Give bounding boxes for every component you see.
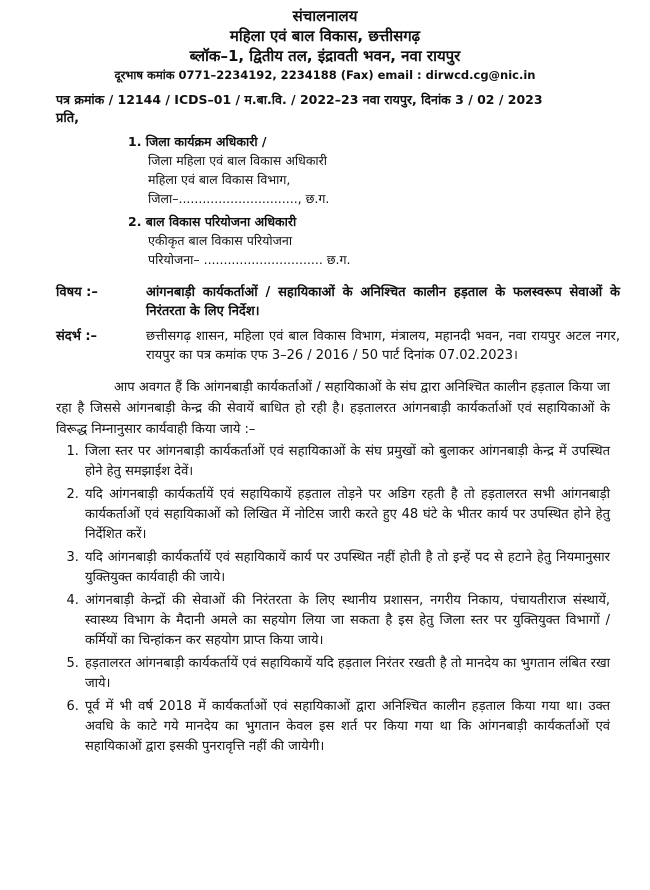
- list-item: 4. आंगनबाड़ी केन्द्रों की सेवाओं की निरंतरता के लिए स्थानीय प्रशासन, नगरीय निकाय, पंचायतीराज संस्थायें, स्वास्थ्य विभाग के मैदानी अमले का सहयोग लिया जा सकता है इस हेतु जिला स्तर पर युक्तियुक्त विभागों / कर्मियों का चिन्हांकन कर सहयोग प्राप्त किया जाये।: [83, 591, 610, 651]
- recipient-heading: 1. जिला कार्यक्रम अधिकारी /: [128, 134, 267, 149]
- list-item: 3. यदि आंगनबाड़ी कार्यकर्तायें एवं सहायिकायें कार्य पर उपस्थित नहीं होती है तो इन्हें पद से हटाने हेतु नियमानुसार युक्तियुक्त कार्यवाही की जाये।: [83, 548, 610, 588]
- contact-line: दूरभाष कमांक 0771–2234192, 2234188 (Fax) email : dirwcd.cg@nic.in: [114, 68, 536, 82]
- department-name: महिला एवं बाल विकास, छत्तीसगढ़: [229, 27, 421, 45]
- subject-label: विषय :–: [56, 285, 98, 300]
- directive-list: [56, 442, 610, 757]
- recipient-line: जिला महिला एवं बाल विकास अधिकारी: [148, 153, 328, 168]
- subject-text: आंगनबाड़ी कार्यकर्ताओं / सहायिकाओं के अनिश्चित कालीन हड़ताल के फलस्वरूप सेवाओं के निरंतरता के लिए निर्देश।: [146, 285, 620, 319]
- recipient-line: जिला–.............................., छ.ग.: [148, 191, 330, 206]
- intro-paragraph: आप अवगत हैं कि आंगनबाड़ी कार्यकर्ताओं / सहायिकाओं के संघ द्वारा अनिश्चित कालीन हड़ताल किया जा रहा है जिससे आंगनबाड़ी केन्द्र की सेवायें बाधित हो रही है। हड़तालरत आंगनबाड़ी कार्यकर्ताओं एवं सहायिकाओं के विरूद्ध निम्नानुसार कार्यवाही किया जाये :–: [56, 380, 610, 437]
- list-item: 6. पूर्व में भी वर्ष 2018 में कार्यकर्ताओं एवं सहायिकाओं द्वारा अनिश्चित कालीन हड़ताल किया गया था। उक्त अवधि के काटे गये मानदेय का भुगतान केवल इस शर्त पर किया गया था कि आंगनबाड़ी कार्यकर्ताओं एवं सहायिकाओं द्वारा इसकी पुनरावृत्ति नहीं की जायेगी।: [83, 697, 610, 757]
- list-item: 5. हड़तालरत आंगनबाड़ी कार्यकर्तायें एवं सहायिकायें यदि हड़ताल निरंतर रखती है तो मानदेय का भुगतान लंबित रखा जाये।: [83, 654, 610, 694]
- to-label: प्रति,: [56, 111, 80, 126]
- recipient-line: महिला एवं बाल विकास विभाग,: [148, 172, 291, 187]
- recipient-line: एकीकृत बाल विकास परियोजना: [148, 233, 293, 248]
- reference-text: छत्तीसगढ़ शासन, महिला एवं बाल विकास विभाग, मंत्रालय, महानदी भवन, नवा रायपुर अटल नगर, रायपुर का पत्र कमांक एफ 3–26 / 2016 / 50 पार्ट दिनांक 07.02.2023।: [146, 329, 620, 363]
- reference-label: संदर्भ :–: [56, 329, 98, 344]
- letter-reference-number: पत्र क्रमांक / 12144 / ICDS–01 / म.बा.वि. / 2022–23 नवा रायपुर, दिनांक 3 / 02 / 2023: [56, 92, 543, 107]
- reference-row: [0, 327, 650, 365]
- list-item: 1. जिला स्तर पर आंगनबाड़ी कार्यकर्ताओं एवं सहायिकाओं के संघ प्रमुखों को बुलाकर आंगनबाड़ी केन्द्र में उपस्थित होने हेतु समझाईश देवें।: [83, 442, 610, 482]
- office-address: ब्लॉक–1, द्वितीय तल, इंद्रावती भवन, नवा रायपुर: [189, 47, 461, 65]
- recipient-block: [0, 132, 650, 269]
- letterhead: [0, 0, 650, 83]
- subject-row: [0, 283, 650, 321]
- recipient-line: परियोजना– .............................. छ.ग.: [148, 252, 351, 267]
- office-name: संचालनालय: [292, 7, 358, 25]
- recipient-heading: 2. बाल विकास परियोजना अधिकारी: [128, 214, 297, 229]
- list-item: 2. यदि आंगनबाड़ी कार्यकर्तायें एवं सहायिकायें हड़ताल तोड़ने पर अडिग रहती है तो हड़तालरत सभी आंगनबाड़ी कार्यकर्ताओं एवं सहायिकाओं को लिखित में नोटिस जारी करते हुए 48 घंटे के भीतर कार्य पर उपस्थित होने हेतु निर्देशित करें।: [83, 485, 610, 545]
